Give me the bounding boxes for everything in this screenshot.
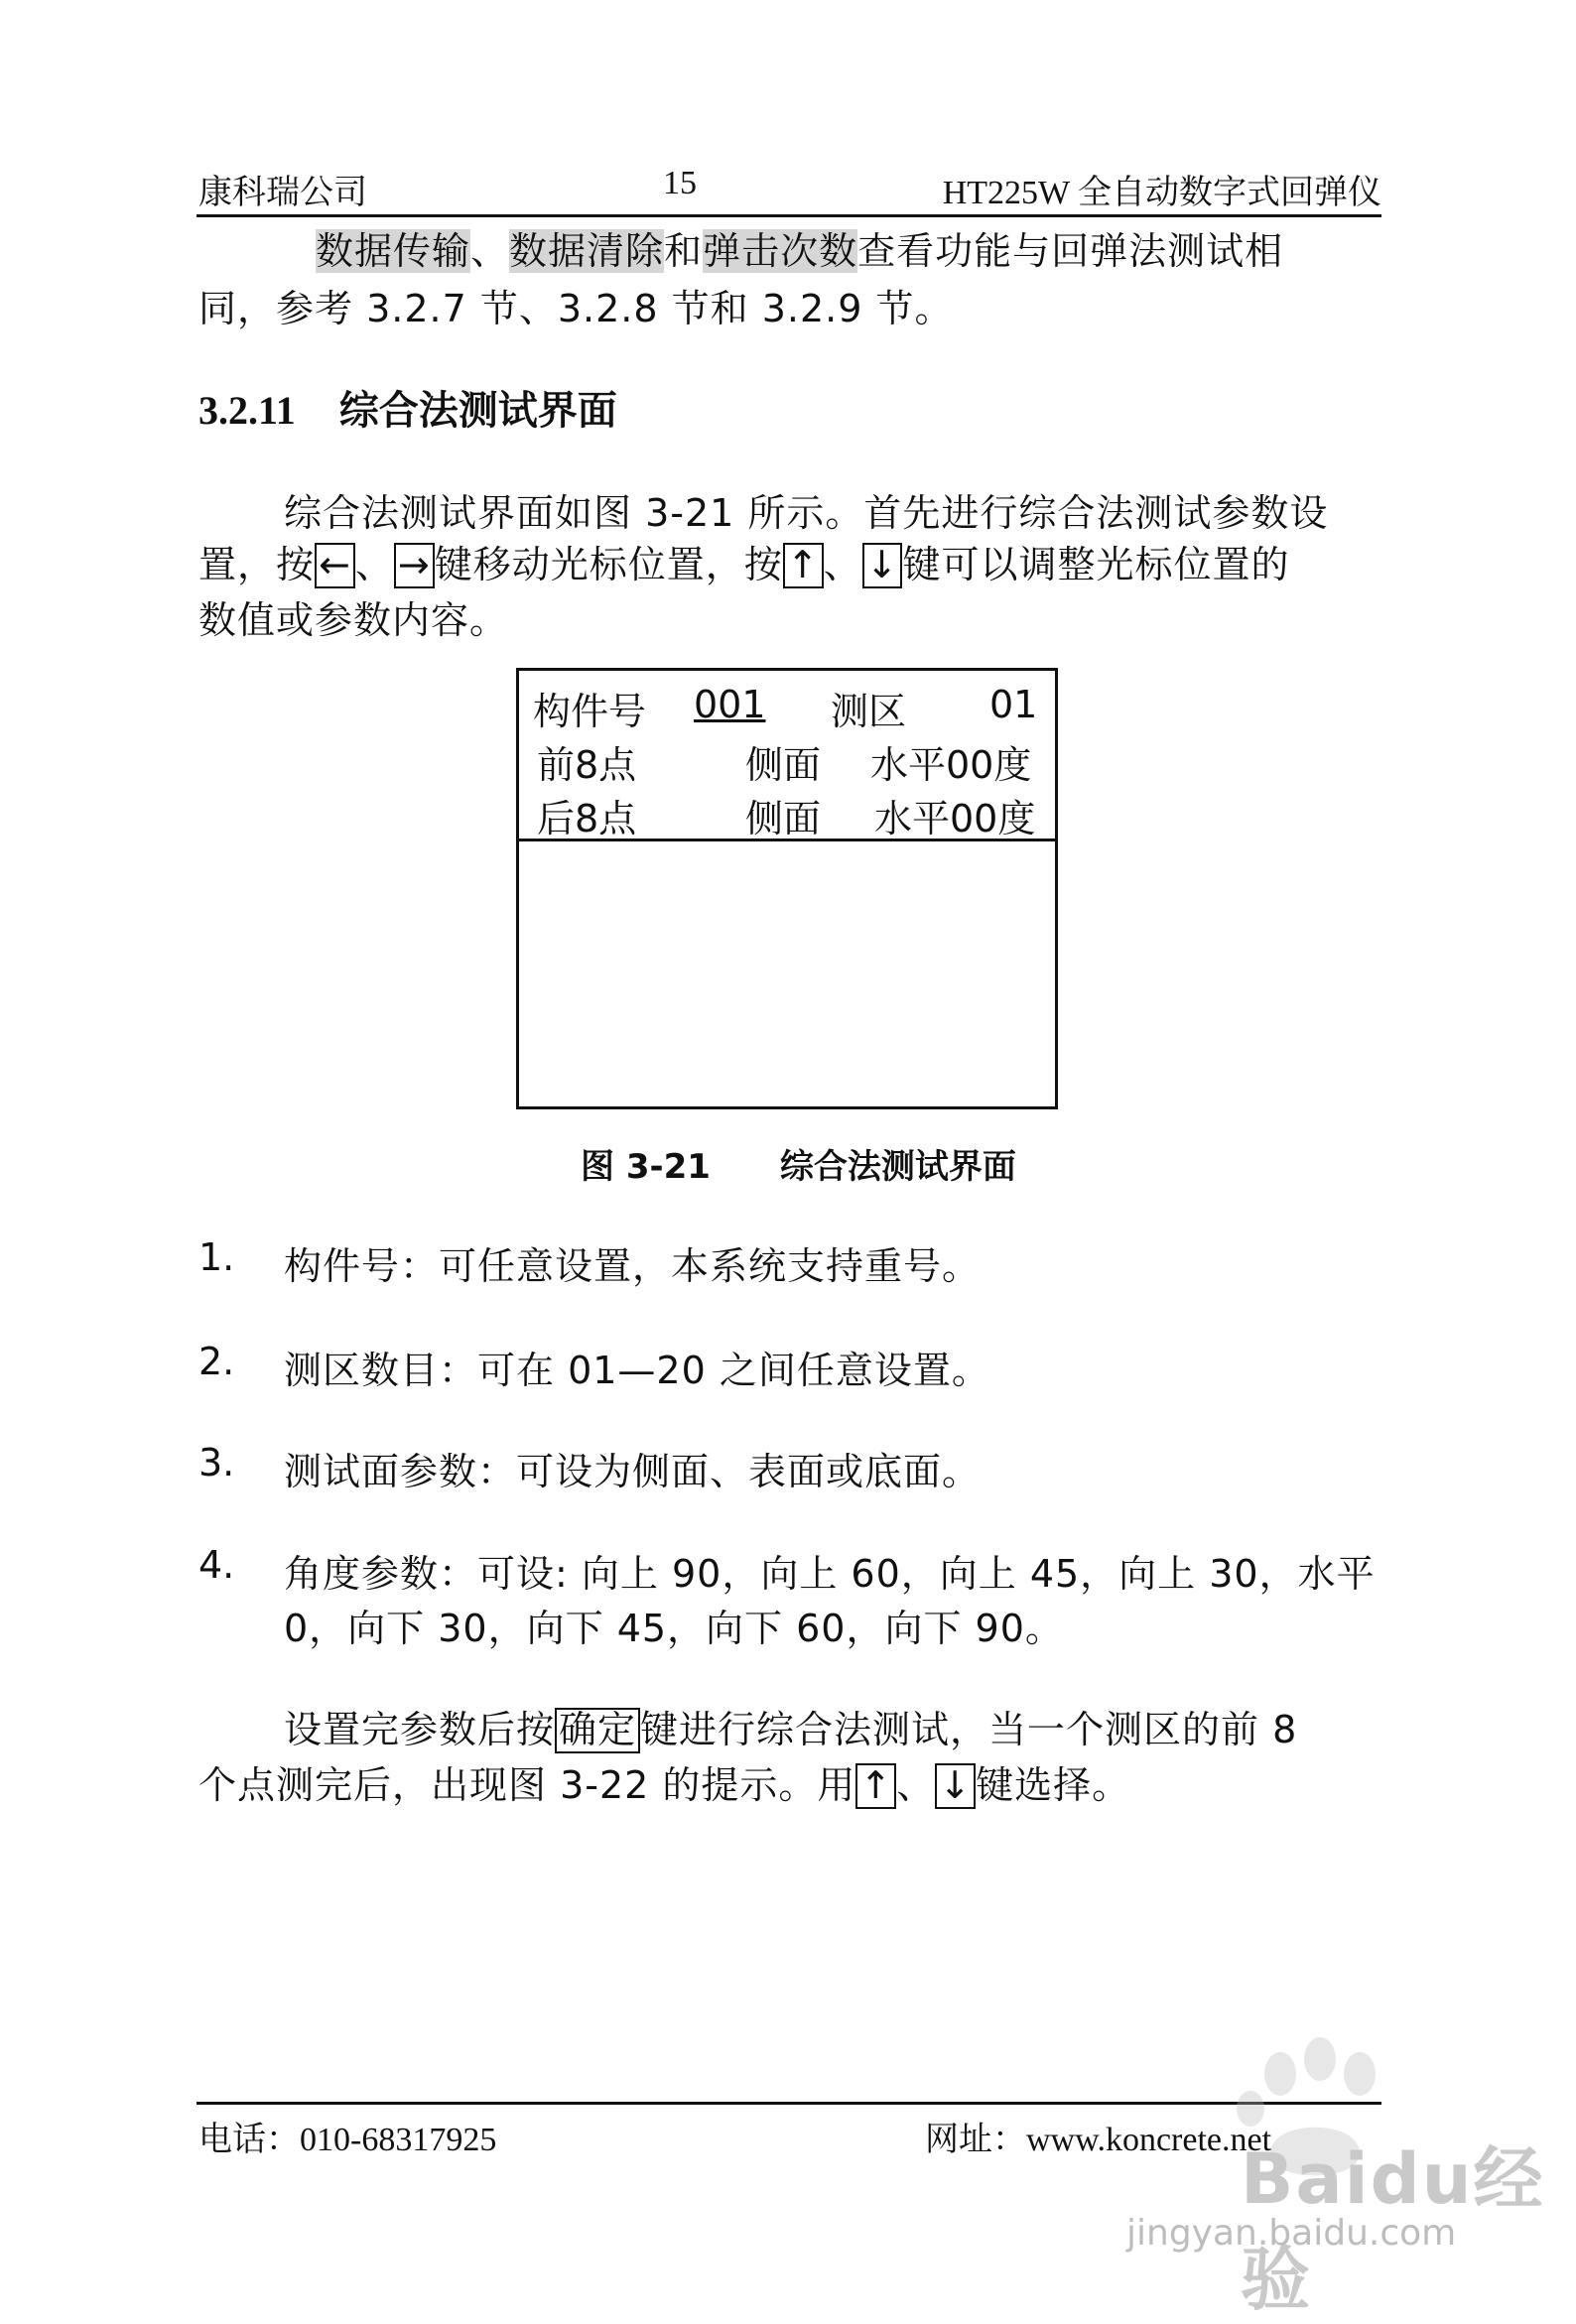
- lcd-front-points: 前8点: [537, 743, 637, 787]
- para1-line-2: [198, 534, 1289, 588]
- para2-line-2: [198, 1754, 1130, 1809]
- intro-line-2: 同，参考 3.2.7 节、3.2.8 节和 3.2.9 节。: [198, 287, 954, 330]
- intro-and: 和: [664, 229, 704, 273]
- list-item-number: 3.: [198, 1441, 235, 1485]
- section-number: 3.2.11: [198, 388, 296, 433]
- header-page-number: 15: [663, 165, 697, 201]
- header-company: 康科瑞公司: [198, 175, 367, 211]
- para1-text-a: 置，按: [198, 543, 316, 586]
- lcd-zone-label: 测区: [831, 690, 907, 733]
- para1-sep-1: 、: [354, 543, 394, 586]
- up-arrow-key-icon: ↑: [855, 1763, 896, 1809]
- header-product: HT225W 全自动数字式回弹仪: [942, 175, 1381, 211]
- list-item-text: 测区数目：可在 01—20 之间任意设置。: [284, 1349, 990, 1392]
- down-arrow-key-icon: ↓: [935, 1763, 976, 1809]
- watermark-url: jingyan.baidu.com: [1126, 2213, 1457, 2254]
- para2-text-d: 键选择。: [976, 1763, 1131, 1807]
- list-item-number: 2.: [198, 1340, 235, 1383]
- list-item-number: 4.: [198, 1543, 235, 1587]
- para2-sep: 、: [896, 1763, 936, 1807]
- up-arrow-key-icon: ↑: [783, 543, 824, 588]
- lcd-component-label: 构件号: [533, 690, 647, 733]
- section-heading: [198, 379, 617, 436]
- intro-rest: 查看功能与回弹法测试相: [857, 229, 1284, 273]
- list-item-text-continued: 0，向下 30，向下 45，向下 60，向下 90。: [284, 1607, 1064, 1650]
- lcd-back-face: 侧面: [745, 797, 822, 840]
- lcd-zone-value: 01: [989, 683, 1038, 726]
- list-item-text: 测试面参数：可设为侧面、表面或底面。: [284, 1450, 982, 1493]
- figure-caption: [581, 1139, 1016, 1188]
- right-arrow-key-icon: →: [394, 543, 435, 588]
- left-arrow-key-icon: ←: [315, 543, 355, 588]
- section-title: 综合法测试界面: [338, 388, 617, 434]
- highlight-hit-count: 弹击次数: [703, 229, 858, 273]
- list-item-text: 角度参数：可设: 向上 90，向上 60，向上 45，向上 30，水平: [284, 1552, 1376, 1596]
- intro-sep: 、: [470, 229, 510, 273]
- lcd-back-angle: 水平00度: [874, 797, 1036, 840]
- lcd-component-value: 001: [694, 683, 766, 726]
- figure-title: 综合法测试界面: [779, 1147, 1016, 1187]
- para2-text-c: 个点测完后，出现图 3-22 的提示。用: [198, 1763, 856, 1807]
- lcd-front-face: 侧面: [745, 743, 822, 787]
- para1-text-e: 键可以调整光标位置的: [902, 543, 1290, 586]
- header-rule: [197, 214, 1381, 217]
- list-item-text: 构件号：可任意设置，本系统支持重号。: [284, 1244, 982, 1288]
- lcd-screen-figure: [516, 668, 1058, 1109]
- intro-line-1: [316, 220, 1283, 275]
- highlight-data-clear: 数据清除: [509, 229, 665, 273]
- para1-line-3: 数值或参数内容。: [198, 598, 509, 642]
- figure-label: 图 3-21: [581, 1147, 711, 1187]
- para2-text-b: 键进行综合法测试，当一个测区的前 8: [640, 1708, 1298, 1751]
- confirm-key-icon: 确定: [555, 1708, 640, 1753]
- para1-text-c: 键移动光标位置，按: [434, 543, 783, 586]
- down-arrow-key-icon: ↓: [862, 543, 903, 588]
- footer-phone: 电话：010-68317925: [198, 2122, 497, 2158]
- highlight-data-transfer: 数据传输: [316, 229, 471, 273]
- para2-text-a: 设置完参数后按: [284, 1708, 556, 1751]
- footer-website: 网址：www.koncrete.net: [925, 2122, 1272, 2158]
- para1-line-1: 综合法测试界面如图 3-21 所示。首先进行综合法测试参数设: [284, 491, 1329, 535]
- para2-line-1: [284, 1699, 1297, 1753]
- lcd-parameter-panel: [519, 671, 1055, 841]
- list-item-number: 1.: [198, 1235, 235, 1279]
- lcd-front-angle: 水平00度: [870, 743, 1032, 787]
- para1-sep-2: 、: [823, 543, 862, 586]
- lcd-back-points: 后8点: [537, 797, 637, 840]
- watermark-brand: Baidu经验: [1241, 2138, 1545, 2320]
